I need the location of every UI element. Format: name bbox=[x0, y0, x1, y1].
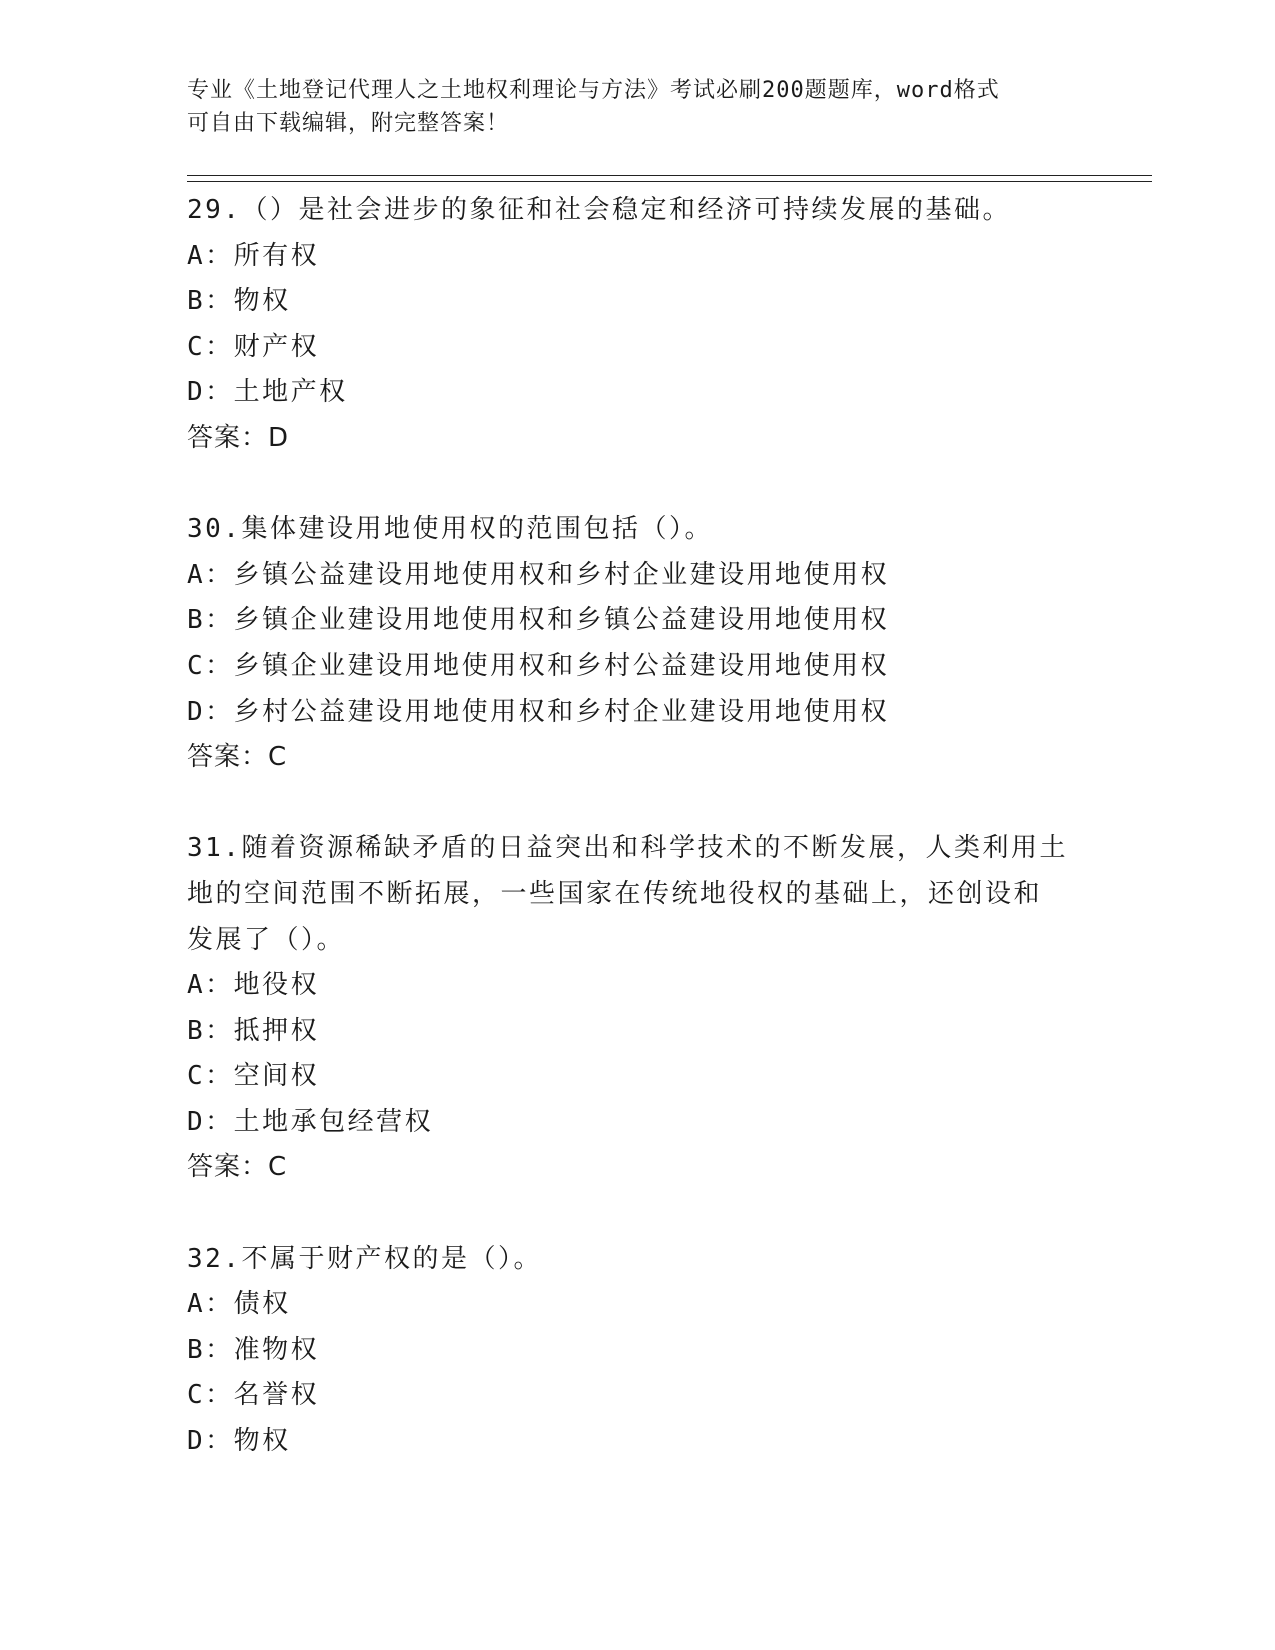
option-a: A：债权 bbox=[187, 1289, 291, 1320]
option-b: B：乡镇企业建设用地使用权和乡镇公益建设用地使用权 bbox=[187, 605, 890, 636]
question-stem: 31.随着资源稀缺矛盾的日益突出和科学技术的不断发展，人类利用土 bbox=[187, 833, 1068, 864]
option-d: D：乡村公益建设用地使用权和乡村企业建设用地使用权 bbox=[187, 696, 890, 727]
question-stem: 32.不属于财产权的是（）。 bbox=[187, 1243, 542, 1274]
option-d: D：土地承包经营权 bbox=[187, 1106, 434, 1137]
question-stem: 30.集体建设用地使用权的范围包括（）。 bbox=[187, 514, 713, 545]
option-c: C：名誉权 bbox=[187, 1380, 320, 1411]
question-list bbox=[187, 188, 1127, 1465]
option-d: D：土地产权 bbox=[187, 377, 348, 408]
answer: 答案：D bbox=[187, 422, 290, 453]
spacer bbox=[187, 781, 1127, 827]
option-b: B：物权 bbox=[187, 286, 291, 317]
spacer bbox=[187, 1191, 1127, 1237]
question-29 bbox=[187, 188, 1127, 462]
option-c: C：财产权 bbox=[187, 331, 320, 362]
option-c: C：乡镇企业建设用地使用权和乡村公益建设用地使用权 bbox=[187, 650, 890, 681]
header-divider bbox=[187, 175, 1152, 176]
option-a: A：所有权 bbox=[187, 240, 320, 271]
question-31 bbox=[187, 826, 1127, 1191]
answer: 答案：C bbox=[187, 1152, 288, 1183]
option-a: A：乡镇公益建设用地使用权和乡村企业建设用地使用权 bbox=[187, 559, 890, 590]
option-b: B：抵押权 bbox=[187, 1015, 320, 1046]
question-stem: 29.（）是社会进步的象征和社会稳定和经济可持续发展的基础。 bbox=[187, 195, 1011, 225]
option-a: A：地役权 bbox=[187, 970, 320, 1001]
question-32 bbox=[187, 1237, 1127, 1465]
header-line: 专业《土地登记代理人之土地权利理论与方法》考试必刷200题题库，word格式 bbox=[187, 78, 1000, 103]
header-line: 可自由下载编辑，附完整答案！ bbox=[187, 111, 510, 136]
answer: 答案：C bbox=[187, 742, 288, 773]
spacer bbox=[187, 462, 1127, 508]
option-b: B：准物权 bbox=[187, 1334, 320, 1365]
option-c: C：空间权 bbox=[187, 1061, 320, 1092]
question-stem: 发展了（）。 bbox=[187, 924, 346, 955]
question-stem: 地的空间范围不断拓展，一些国家在传统地役权的基础上，还创设和 bbox=[187, 878, 1043, 909]
option-d: D：物权 bbox=[187, 1426, 291, 1457]
header-divider bbox=[187, 181, 1152, 182]
document-header bbox=[187, 74, 1087, 140]
question-30 bbox=[187, 507, 1127, 781]
